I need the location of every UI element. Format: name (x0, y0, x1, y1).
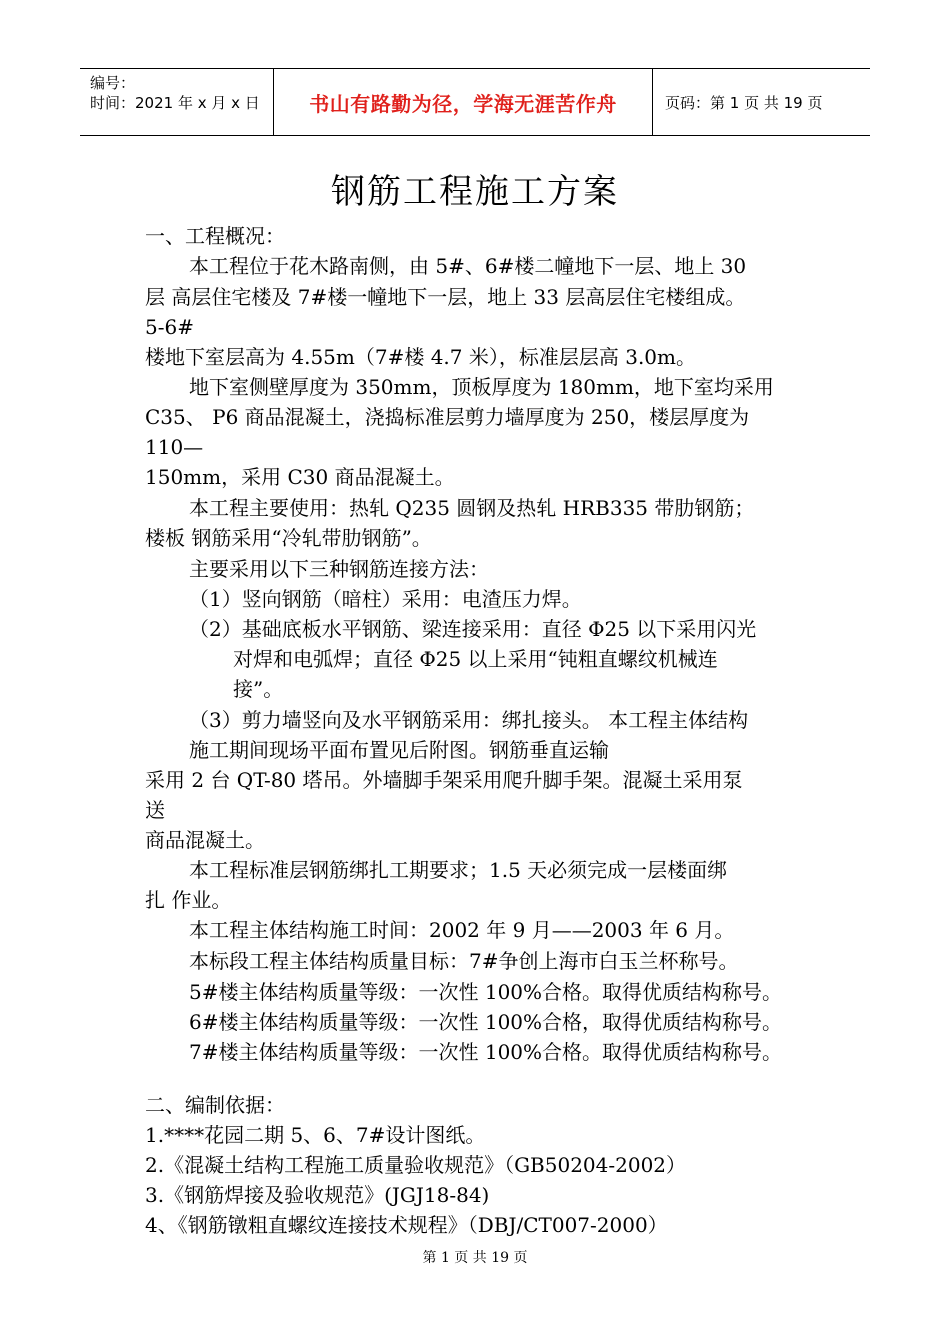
body-line: 地下室侧壁厚度为 350mm，顶板厚度为 180mm，地下室均采用 (189, 375, 774, 399)
body-line: 本工程位于花木路南侧，由 5#、6#楼二幢地下一层、地上 30 (189, 254, 747, 278)
header-motto: 书山有路勤为径，学海无涯苦作舟 (274, 69, 653, 135)
document-title: 钢筋工程施工方案 (331, 172, 619, 212)
page-footer: 第 1 页 共 19 页 (422, 1250, 528, 1266)
body-line: 扎 作业。 (145, 888, 232, 912)
reference-item: 2.《混凝土结构工程施工质量验收规范》（GB50204-2002） (145, 1153, 687, 1177)
body-line: 施工期间现场平面布置见后附图。钢筋垂直运输 (189, 738, 609, 762)
list-item: （1）竖向钢筋（暗柱）采用：电渣压力焊。 (189, 587, 582, 611)
section-heading: 二、编制依据： (145, 1093, 285, 1117)
document-date: 时间：2021 年 x 月 x 日 (90, 94, 260, 112)
body-line: 主要采用以下三种钢筋连接方法： (189, 557, 489, 581)
body-line: 110— (145, 435, 204, 459)
body-line: 7#楼主体结构质量等级：一次性 100%合格。取得优质结构称号。 (189, 1040, 783, 1064)
body-line: 层 高层住宅楼及 7#楼一幢地下一层，地上 33 层高层住宅楼组成。 (145, 285, 746, 309)
list-item: （3）剪力墙竖向及水平钢筋采用：绑扎接头。 本工程主体结构 (189, 708, 749, 732)
body-line: 5-6# (145, 315, 194, 339)
body-line: 本工程主体结构施工时间：2002 年 9 月——2003 年 6 月。 (189, 918, 735, 942)
reference-item: 4、《钢筋镦粗直螺纹连接技术规程》（DBJ/CT007-2000） (145, 1213, 668, 1237)
body-line: 本工程主要使用：热轧 Q235 圆钢及热轧 HRB335 带肋钢筋； (189, 496, 755, 520)
body-line: 本标段工程主体结构质量目标：7#争创上海市白玉兰杯称号。 (189, 949, 739, 973)
body-line: 采用 2 台 QT-80 塔吊。外墙脚手架采用爬升脚手架。混凝土采用泵 (145, 768, 743, 792)
body-line: C35、 P6 商品混凝土，浇捣标准层剪力墙厚度为 250，楼层厚度为 (145, 405, 750, 429)
header-meta (80, 69, 274, 135)
section-heading: 一、工程概况： (145, 224, 285, 248)
document-number: 编号： (90, 74, 136, 92)
reference-item: 3.《钢筋焊接及验收规范》(JGJ18-84) (145, 1183, 490, 1207)
list-item-continuation: 接”。 (233, 677, 284, 701)
body-line: 本工程标准层钢筋绑扎工期要求；1.5 天必须完成一层楼面绑 (189, 858, 728, 882)
list-item-continuation: 对焊和电弧焊；直径 Φ25 以上采用“钝粗直螺纹机械连 (233, 647, 718, 671)
body-line: 楼地下室层高为 4.55m（7#楼 4.7 米），标准层层高 3.0m。 (145, 345, 696, 369)
body-line: 5#楼主体结构质量等级：一次性 100%合格。取得优质结构称号。 (189, 980, 783, 1004)
header-page-info: 页码：第 1 页 共 19 页 (665, 93, 823, 112)
body-line: 楼板 钢筋采用“冷轧带肋钢筋”。 (145, 526, 432, 550)
reference-item: 1.****花园二期 5、6、7#设计图纸。 (145, 1123, 486, 1147)
body-line: 150mm，采用 C30 商品混凝土。 (145, 465, 455, 489)
body-line: 商品混凝土。 (145, 828, 265, 852)
body-line: 6#楼主体结构质量等级：一次性 100%合格，取得优质结构称号。 (189, 1010, 783, 1034)
body-line: 送 (145, 798, 165, 822)
page-header (80, 68, 870, 136)
list-item: （2）基础底板水平钢筋、梁连接采用：直径 Φ25 以下采用闪光 (189, 617, 757, 641)
